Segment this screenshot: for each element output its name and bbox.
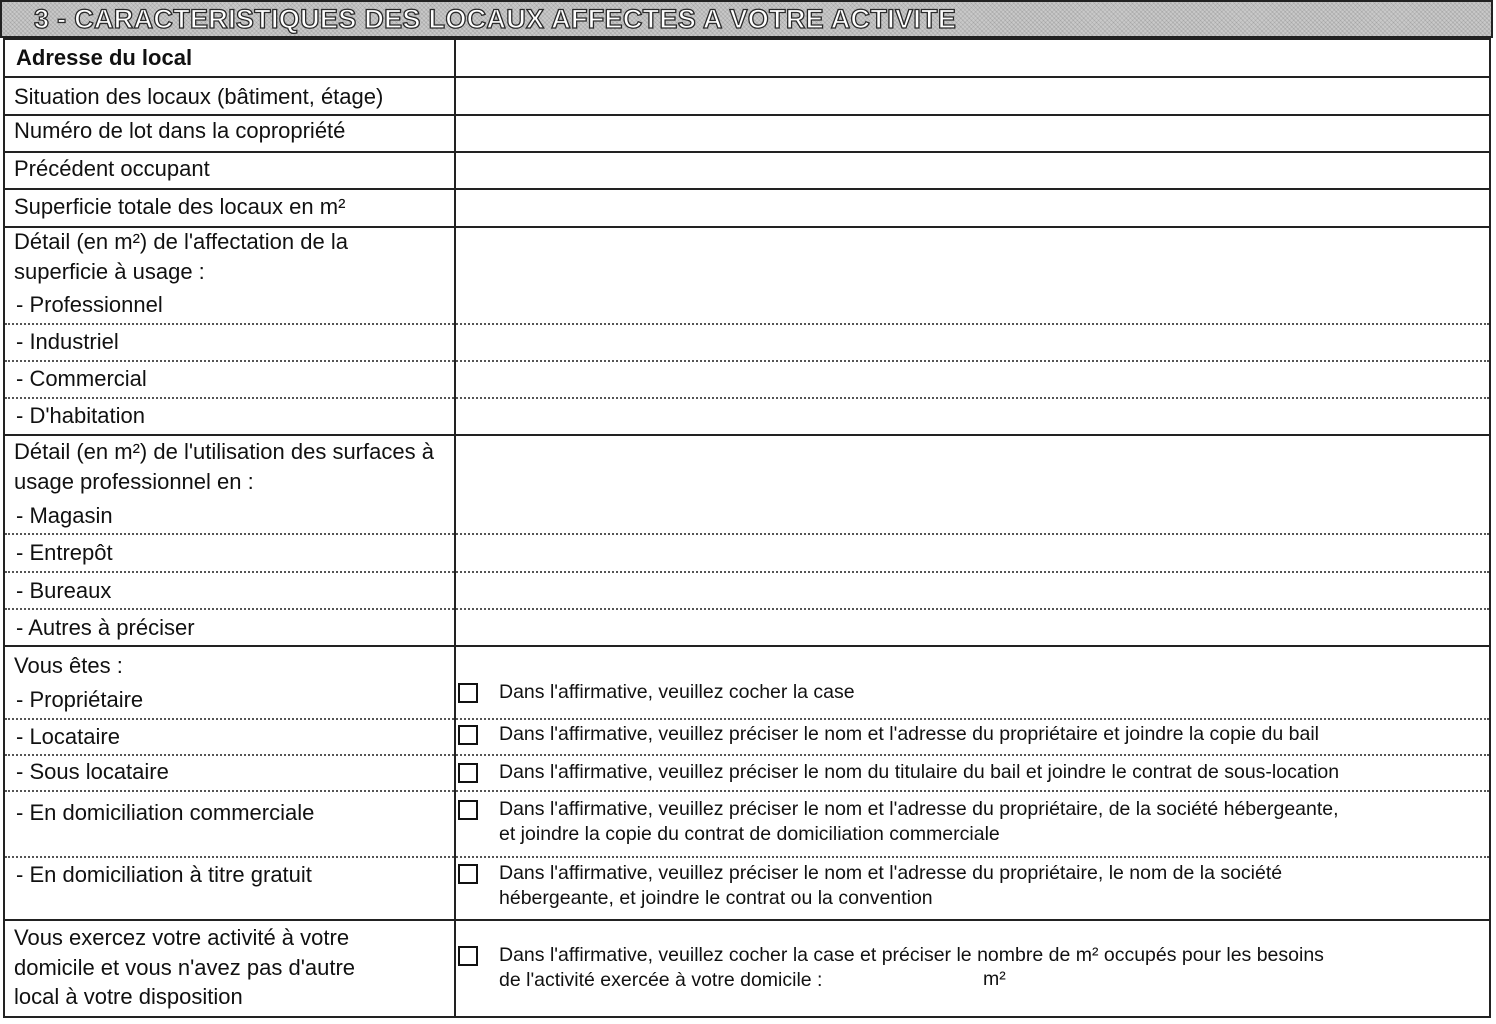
row-divider [5,434,1489,436]
dotted-separator [5,608,1489,610]
surface-unit: m² [983,968,1006,990]
affectation-item: - Industriel [16,329,119,354]
proprietaire-checkbox[interactable] [458,683,478,703]
column-divider [454,40,456,1018]
domiciliation-gratuite-checkbox[interactable] [458,864,478,884]
dotted-separator [5,533,1489,535]
dotted-separator [5,397,1489,399]
row-divider [5,645,1489,647]
utilisation-heading: Détail (en m²) de l'utilisation des surfaces à usage professionnel en : [14,439,434,494]
numero-lot-label: Numéro de lot dans la copropriété [14,118,346,143]
affectation-item: - Commercial [16,366,147,391]
domiciliation-commerciale-checkbox[interactable] [458,800,478,820]
option-domiciliation-commerciale [458,797,1339,847]
option-proprietaire [458,680,855,705]
option-text: Dans l'affirmative, veuillez préciser le nom du titulaire du bail et joindre le contrat de sous-location [499,761,1340,783]
affectation-item: - D'habitation [16,403,145,428]
section-title: 3 - CARACTERISTIQUES DES LOCAUX AFFECTES A VOTRE ACTIVITE [34,4,957,34]
domicile-question-line: local à votre disposition [14,984,243,1009]
domicile-question-line: Vous exercez votre activité à votre [14,925,350,950]
option-text: Dans l'affirmative, veuillez cocher la case et préciser le nombre de m² occupés pour les besoins [499,944,1324,966]
option-domicile [458,943,1324,993]
domicile-question-line: domicile et vous n'avez pas d'autre [14,955,356,980]
row-divider [5,76,1489,78]
utilisation-item: - Magasin [16,503,113,528]
utilisation-item: - Bureaux [16,578,112,603]
section-banner [0,0,1493,38]
statut-item: - En domiciliation à titre gratuit [16,862,312,887]
statut-item: - En domiciliation commerciale [16,800,315,825]
option-text: Dans l'affirmative, veuillez cocher la case [499,681,855,703]
option-text: Dans l'affirmative, veuillez préciser le nom et l'adresse du propriétaire et joindre la copie du bail [499,723,1319,745]
dotted-separator [5,323,1489,325]
dotted-separator [5,856,1489,858]
affectation-item: - Professionnel [16,292,163,317]
row-divider [5,919,1489,921]
adresse-label: Adresse du local [16,45,193,70]
dotted-separator [5,360,1489,362]
dotted-separator [5,754,1489,756]
row-divider [5,188,1489,190]
precedent-occupant-label: Précédent occupant [14,156,210,181]
option-text: Dans l'affirmative, veuillez préciser le nom et l'adresse du propriétaire, le nom de la société [499,862,1283,884]
dotted-separator [5,790,1489,792]
sous-locataire-checkbox[interactable] [458,763,478,783]
option-domiciliation-gratuite [458,861,1282,911]
domicile-checkbox[interactable] [458,946,478,966]
option-sous-locataire [458,760,1339,785]
option-locataire [458,722,1319,747]
locataire-checkbox[interactable] [458,725,478,745]
statut-item: - Sous locataire [16,759,169,784]
utilisation-item: - Entrepôt [16,540,113,565]
statut-heading: Vous êtes : [14,653,123,678]
superficie-label: Superficie totale des locaux en m² [14,194,346,219]
statut-item: - Locataire [16,724,120,749]
utilisation-item: - Autres à préciser [16,615,195,640]
row-divider [5,151,1489,153]
statut-item: - Propriétaire [16,687,144,712]
row-divider [5,114,1489,116]
affectation-heading: Détail (en m²) de l'affectation de la superficie à usage : [14,229,348,284]
option-text: hébergeante, et joindre le contrat ou la convention [499,887,933,909]
dotted-separator [5,571,1489,573]
option-text: Dans l'affirmative, veuillez préciser le nom et l'adresse du propriétaire, de la société hébergeante, [499,798,1339,820]
option-text: et joindre la copie du contrat de domiciliation commerciale [499,823,1000,845]
dotted-separator [5,718,1489,720]
situation-label: Situation des locaux (bâtiment, étage) [14,84,384,109]
option-text: de l'activité exercée à votre domicile : [499,969,823,991]
